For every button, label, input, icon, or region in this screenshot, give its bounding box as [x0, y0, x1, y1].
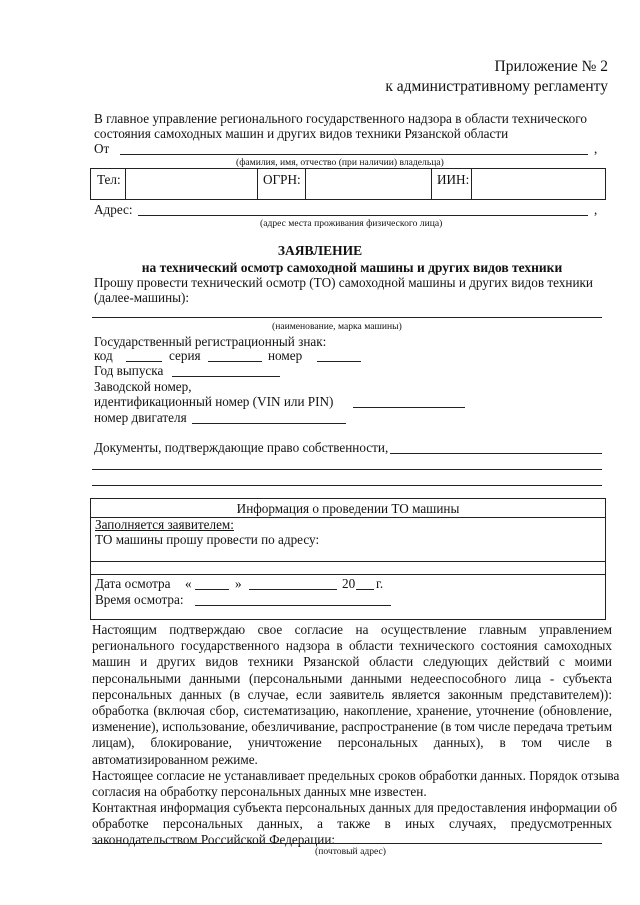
code-field[interactable]: [126, 361, 162, 362]
consent-line: обработке персональных данных, а также в иных случаях, предусмотренных: [92, 816, 612, 832]
year-label: Год выпуска: [94, 363, 164, 378]
from-caption: (фамилия, имя, отчество (при наличии) владельца): [236, 157, 444, 168]
registration-title: Государственный регистрационный знак:: [94, 334, 327, 349]
consent-line: законодательством Российской Федерации:: [92, 832, 336, 848]
iin-field[interactable]: [472, 169, 604, 199]
number-label: номер: [268, 348, 303, 363]
inspection-info-box: [90, 498, 606, 620]
consent-line: Настоящим подтверждаю свое согласие на осуществление главным управлением: [92, 622, 612, 637]
divider: [431, 169, 432, 199]
inspection-year-field[interactable]: [356, 589, 374, 590]
quote-close: »: [235, 576, 242, 591]
from-label: От: [94, 141, 110, 156]
consent-line: Контактная информация субъекта персональных данных для предоставления информации об: [92, 800, 618, 815]
inspection-address-field[interactable]: [91, 562, 605, 574]
document-subtitle: на технический осмотр самоходной машины и других видов техники: [141, 260, 563, 275]
consent-line: автоматизированном режиме.: [92, 751, 258, 767]
contacts-table: [90, 168, 606, 200]
address-label: Адрес:: [94, 202, 133, 217]
consent-paragraph: [92, 622, 612, 768]
year-field[interactable]: [172, 376, 280, 377]
factory-number-label: Заводской номер,: [94, 379, 192, 394]
addressee-line-2: состояния самоходных машин и других видов техники Рязанской области: [94, 126, 509, 141]
inspection-day-field[interactable]: [195, 589, 229, 590]
ownership-documents-field[interactable]: [390, 453, 602, 454]
ownership-documents-field-2[interactable]: [92, 469, 602, 470]
appendix-number: Приложение № 2: [494, 58, 608, 75]
inspection-date-label: Дата осмотра: [95, 576, 171, 591]
divider: [91, 574, 605, 575]
inspection-time-field[interactable]: [195, 605, 391, 606]
code-label: код: [94, 348, 113, 363]
consent-line: персональными данными (персональными данными недееспособного лица - субъекта: [92, 670, 612, 686]
request-line-1: Прошу провести технический осмотр (ТО) самоходной машины и других видов техники: [94, 275, 593, 290]
contact-info-paragraph: [92, 800, 618, 849]
postal-address-caption: (почтовый адрес): [315, 846, 386, 857]
machine-caption: (наименование, марка машины): [272, 321, 402, 332]
machine-name-field[interactable]: [92, 317, 602, 318]
vin-label: идентификационный номер (VIN или PIN): [94, 394, 334, 409]
document-title: ЗАЯВЛЕНИЕ: [277, 243, 363, 258]
consent-line: лицам), блокирование, уничтожение персональных данных), в том числе в: [92, 735, 612, 751]
ownership-documents-field-3[interactable]: [92, 485, 602, 486]
iin-label: ИИН:: [437, 172, 470, 187]
address-field[interactable]: [138, 215, 588, 216]
vin-field[interactable]: [353, 407, 465, 408]
consent-line: регионального государственного надзора в области технического состояния самоходных: [92, 638, 612, 654]
ogrn-field[interactable]: [306, 169, 430, 199]
from-comma: ,: [594, 141, 598, 156]
from-field[interactable]: [120, 154, 588, 155]
consent-line: Настоящее согласие не устанавливает предельных сроков обработки данных. Порядок отзыва: [92, 768, 620, 783]
inspection-address-label: ТО машины прошу провести по адресу:: [95, 532, 320, 547]
postal-address-field[interactable]: [92, 843, 602, 844]
number-field[interactable]: [317, 361, 361, 362]
series-field[interactable]: [208, 361, 262, 362]
request-line-2: (далее-машины):: [94, 290, 190, 305]
consent-line: обработка (включая сбор, систематизацию, накопление, хранение, уточнение (обновление,: [92, 703, 612, 719]
ownership-documents-label: Документы, подтверждающие право собственности,: [94, 440, 389, 455]
year-prefix: 20: [342, 576, 356, 591]
inspection-month-field[interactable]: [249, 589, 337, 590]
filled-by-applicant: Заполняется заявителем:: [95, 517, 234, 532]
consent-line: изменение), использование, обезличивание, распространение (в том числе передача третьим: [92, 719, 613, 735]
inspection-time-label: Время осмотра:: [95, 592, 184, 607]
address-caption: (адрес места проживания физического лица): [260, 218, 443, 229]
inspection-info-title: Информация о проведении ТО машины: [236, 501, 460, 516]
consent-term-paragraph: [92, 768, 620, 800]
ogrn-label: ОГРН:: [263, 172, 301, 187]
consent-line: персональных данных (в случае, если заявитель является законным представителем)):: [92, 686, 612, 702]
series-label: серия: [169, 348, 201, 363]
quote-open: «: [185, 576, 192, 591]
phone-label: Тел:: [97, 172, 121, 187]
divider: [257, 169, 258, 199]
consent-line: согласия на обработку персональных данных мне известен.: [92, 784, 427, 800]
regulation-reference: к административному регламенту: [385, 78, 608, 95]
phone-field[interactable]: [126, 169, 256, 199]
addressee-line-1: В главное управление регионального государственного надзора в области технического: [94, 111, 587, 126]
address-comma: ,: [594, 202, 598, 217]
engine-number-label: номер двигателя: [94, 410, 187, 425]
engine-number-field[interactable]: [192, 423, 346, 424]
consent-line: машин и других видов техники Рязанской области следующих действий с моими: [92, 654, 612, 670]
year-suffix: г.: [376, 576, 384, 591]
